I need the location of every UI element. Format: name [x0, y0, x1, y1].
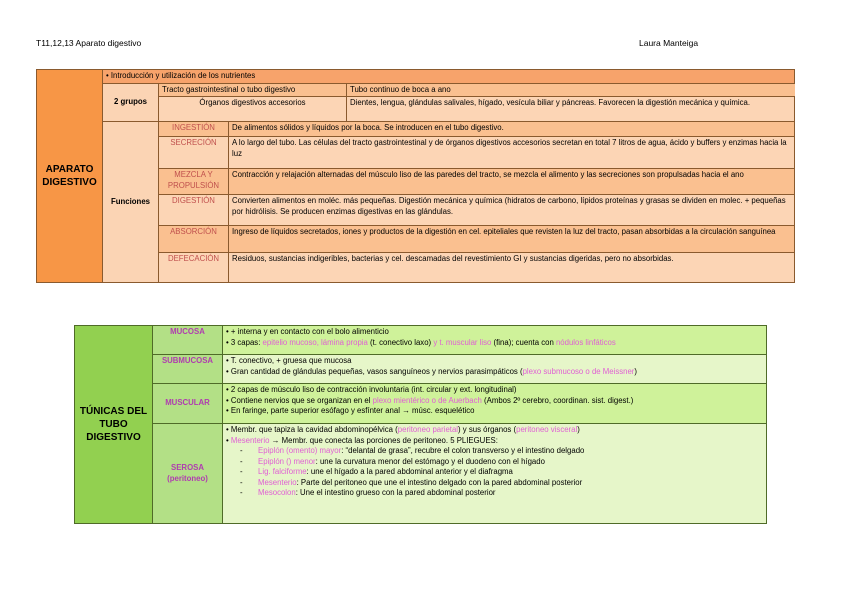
pliegue-item: - Mesenterio: Parte del peritoneo que une el intestino delgado con la pared abdominal posterior: [240, 477, 583, 487]
submucosa-label: SUBMUCOSA: [153, 355, 223, 384]
muscular-line: • 2 capas de músculo liso de contracción involuntaria (int. circular y ext. longitudinal): [226, 385, 517, 394]
funcion-name: INGESTIÓN: [159, 122, 229, 137]
grupos-label: 2 grupos: [103, 83, 159, 122]
funcion-name: MEZCLA Y PROPULSIÓN: [159, 169, 229, 195]
intro-row: • Introducción y utilización de los nutrientes: [103, 70, 795, 84]
submucosa-line: • Gran cantidad de glándulas pequeñas, vasos sanguíneos y nervios parasimpáticos (plexo submucoso o de Meissner): [226, 366, 638, 376]
tunicas-label: TÚNICAS DEL TUBO DIGESTIVO: [75, 326, 153, 524]
document-title: T11,12,13 Aparato digestivo: [36, 38, 142, 48]
muscular-desc: [223, 384, 767, 424]
funcion-desc: Convierten alimentos en moléc. más pequeñas. Digestión mecánica y química (hidratos de carbono, lípidos proteínas y grasas se dividen en molec. + pequeñas por hidrólisis. Se producen enzimas digestivas en las glándulas.: [229, 195, 795, 226]
pliegue-item: - Lig. falciforme: une el hígado a la pared abdominal anterior y el diafragma: [240, 467, 513, 476]
funcion-name: DIGESTIÓN: [159, 195, 229, 226]
aparato-label: APARATO DIGESTIVO: [37, 70, 103, 283]
pliegue-item: - Epiplón () menor: une la curvatura menor del estómago y el duodeno con el hígado: [240, 456, 545, 466]
mucosa-line: • 3 capas: epitelio mucoso, lámina propia (t. conectivo laxo) y t. muscular liso (fina); cuenta con nódulos linfáticos: [226, 337, 616, 347]
muscular-label: MUSCULAR: [153, 384, 223, 424]
funcion-name: DEFECACIÓN: [159, 253, 229, 283]
funciones-label: Funciones: [103, 122, 159, 283]
pliegue-item: - Epiplón (omento) mayor: “delantal de grasa”, recubre el colon transverso y el intestino delgado: [240, 446, 585, 455]
pliegue-item: - Mesocolon: Une el intestino grueso con la pared abdominal posterior: [240, 488, 496, 497]
grupo-desc: Dientes, lengua, glándulas salivales, hígado, vesícula biliar y páncreas. Favorecen la digestión mecánica y química.: [347, 97, 795, 122]
aparato-digestivo-table: [36, 69, 795, 283]
submucosa-line: • T. conectivo, + gruesa que mucosa: [226, 356, 352, 365]
muscular-line: • Contiene nervios que se organizan en el plexo mientérico o de Auerbach (Ambos 2º cerebro, coordinan. sist. digest.): [226, 395, 634, 405]
serosa-desc: [223, 424, 767, 524]
submucosa-desc: [223, 355, 767, 384]
mucosa-desc: [223, 326, 767, 355]
author-name: Laura Manteiga: [639, 38, 699, 48]
mucosa-label: MUCOSA: [153, 326, 223, 355]
funcion-desc: A lo largo del tubo. Las células del tracto gastrointestinal y de órganos digestivos accesorios secretan en total 7 litros de agua, ácido y buffers y enzimas hacia la luz: [229, 137, 795, 169]
funcion-desc: Ingreso de líquidos secretados, iones y productos de la digestión en cel. epiteliales que revisten la luz del tracto, pasan absorbidas a la circulación sanguínea: [229, 226, 795, 253]
serosa-line: • Mesenterio → Membr. que conecta las porciones de peritoneo. 5 PLIEGUES:: [226, 435, 498, 445]
funcion-desc: Residuos, sustancias indigeribles, bacterias y cel. descamadas del revestimiento GI y sustancias digeridas, pero no absorbidas.: [229, 253, 795, 283]
grupo-name: Órganos digestivos accesorios: [159, 97, 347, 122]
funcion-name: SECRECIÓN: [159, 137, 229, 169]
grupo-desc: Tubo continuo de boca a ano: [347, 83, 795, 97]
serosa-label: SEROSA (peritoneo): [153, 424, 223, 524]
muscular-line: • En faringe, parte superior esófago y esfínter anal → músc. esquelético: [226, 406, 475, 415]
funcion-desc: De alimentos sólidos y líquidos por la boca. Se introducen en el tubo digestivo.: [229, 122, 795, 137]
mucosa-line: • + interna y en contacto con el bolo alimenticio: [226, 327, 389, 336]
tunicas-table: [74, 325, 767, 524]
serosa-line: • Membr. que tapiza la cavidad abdominopélvica (peritoneo parietal) y sus órganos (peritoneo visceral): [226, 425, 580, 434]
funcion-name: ABSORCIÓN: [159, 226, 229, 253]
grupo-name: Tracto gastrointestinal o tubo digestivo: [159, 83, 347, 97]
funcion-desc: Contracción y relajación alternadas del músculo liso de las paredes del tracto, se mezcla el alimento y las secreciones son propulsadas hacia el ano: [229, 169, 795, 195]
